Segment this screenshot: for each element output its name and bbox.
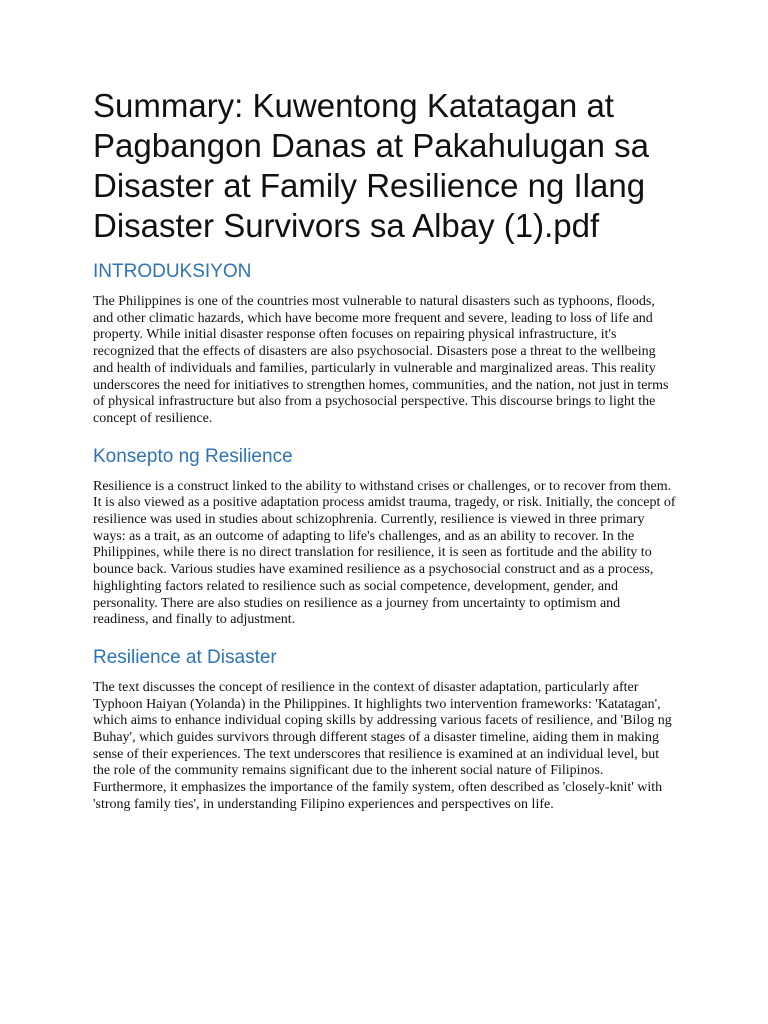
section-body-resilience-disaster: The text discusses the concept of resilience in the context of disaster adaptation, particularly after Typhoon Haiyan (Yolanda) in the Philippines. It highlights two intervention frameworks: 'Katatagan', which aims to enhance individual coping skills by addressing various facets of resilience, and 'Bilog ng Buhay', which guides survivors through different stages of a disaster timeline, aiding them in making sense of their experiences. The text underscores that resilience is examined at an individual level, but the role of the community remains significant due to the inherent social nature of Filipinos. Furthermore, it emphasizes the importance of the family system, often described as 'closely-knit' with 'strong family ties', in understanding Filipino experiences and perspectives on life.	[93, 679, 672, 812]
section-heading-resilience-disaster: Resilience at Disaster	[93, 646, 277, 668]
section-body-introduksiyon: The Philippines is one of the countries most vulnerable to natural disasters such as typhoons, floods, and other climatic hazards, which have become more frequent and severe, leading to loss of life and property. While initial disaster response often focuses on repairing physical infrastructure, it's recognized that the effects of disasters are also psychosocial. Disasters pose a threat to the wellbeing and health of individuals and families, particularly in vulnerable and marginalized areas. This reality underscores the need for initiatives to strengthen homes, communities, and the nation, not just in terms of physical infrastructure but also from a psychosocial perspective. This discourse brings to light the concept of resilience.	[93, 294, 669, 426]
document-page	[93, 86, 677, 814]
section-heading-konsepto: Konsepto ng Resilience	[93, 445, 293, 467]
section-heading-introduksiyon: INTRODUKSIYON	[93, 261, 252, 282]
section-body-konsepto: Resilience is a construct linked to the ability to withstand crises or challenges, or to recover from them. It is also viewed as a positive adaptation process amidst trauma, tragedy, or risk. Initially, the concept of resilience was used in studies about schizophrenia. Currently, resilience is viewed in three primary ways: as a trait, as an outcome of adapting to life's challenges, and as an ability to recover. In the Philippines, while there is no direct translation for resilience, it is seen as fortitude and the ability to bounce back. Various studies have examined resilience as a psychosocial construct and as a process, highlighting factors related to resilience such as social competence, development, gender, and personality. There are also studies on resilience as a journey from uncertainty to optimism and readiness, and finally to adjustment.	[93, 478, 676, 628]
document-title: Summary: Kuwentong Katatagan at Pagbangon Danas at Pakahulugan sa Disaster at Family Resilience ng Ilang Disaster Survivors sa Albay (1).pdf	[93, 87, 649, 244]
